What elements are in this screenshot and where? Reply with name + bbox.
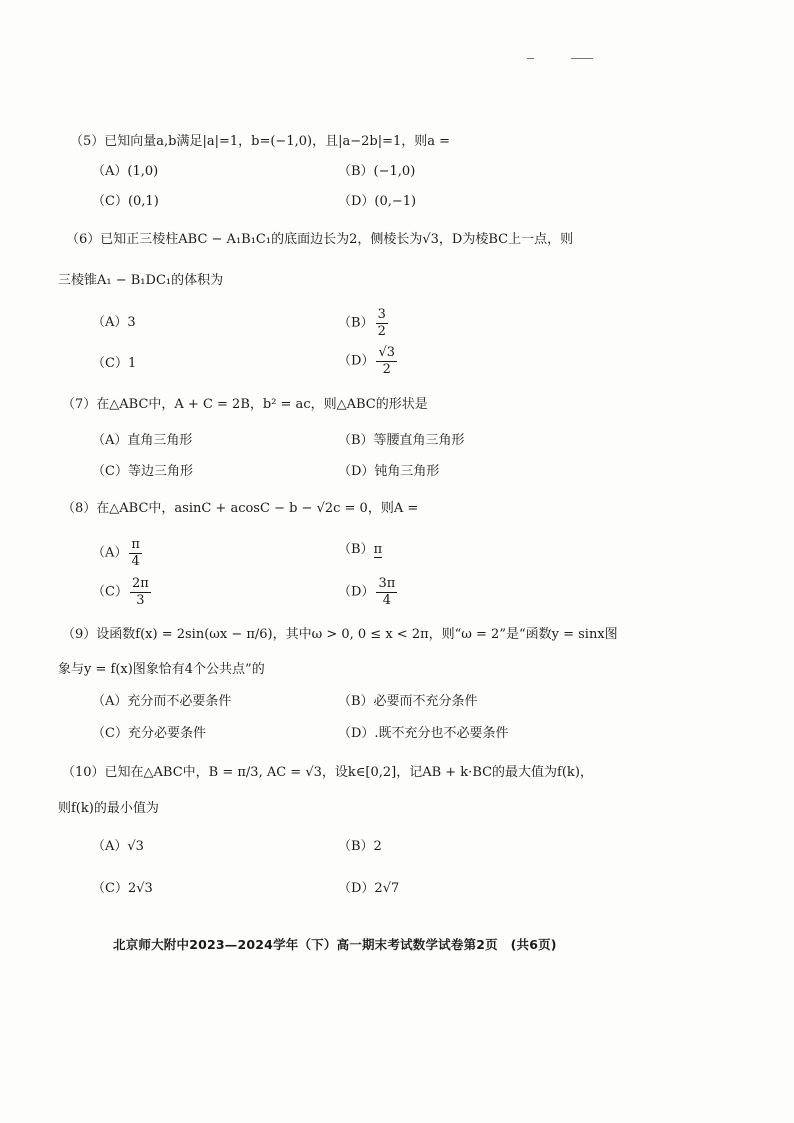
q10-choice-c: （C）2√3 [92,881,153,896]
q8-choice-c [92,577,153,607]
q8-choice-a-fraction [129,538,142,568]
q10-choice-b: （B）2 [338,839,382,854]
q9-choice-b: （B）必要而不充分条件 [338,694,478,709]
q8-choice-a-denominator: 4 [131,553,140,569]
q6-choice-d [338,346,399,376]
q6-stem-line2: 三棱锥A₁ − B₁DC₁的体积为 [58,273,224,288]
q6-choice-b-label: （B） [338,315,374,331]
q6-choice-a: （A）3 [92,315,136,330]
q8-choice-c-denominator: 3 [136,592,145,608]
q8-choice-d-numerator: 3π [378,576,396,591]
q10-choice-a: （A）√3 [92,839,144,854]
q7-stem: （7）在△ABC中，A + C = 2B，b² = ac，则△ABC的形状是 [62,397,428,412]
q8-choice-c-fraction [130,577,151,607]
scan-mark-right [571,58,593,59]
q8-choice-b-value: π [373,542,383,557]
q8-choice-c-numerator: 2π [131,576,149,591]
q5-choice-a: （A）(1,0) [92,164,159,179]
q7-choice-d: （D）钝角三角形 [338,464,440,479]
q8-choice-d [338,577,399,607]
q6-choice-d-fraction [376,346,397,376]
q9-choice-c: （C）充分必要条件 [92,726,206,741]
q9-stem-line1: （9）设函数f(x) = 2sin(ωx − π/6)，其中ω > 0, 0 ≤ x < 2π，则“ω = 2”是“函数y = sinx图 [62,627,618,642]
q8-stem: （8）在△ABC中，asinC + acosC − b − √2c = 0，则A = [62,501,419,516]
q8-choice-b [338,543,382,558]
q9-stem-line2: 象与y = f(x)图象恰有4个公共点”的 [58,662,265,677]
q6-choice-d-denominator: 2 [382,361,391,377]
q9-choice-a: （A）充分而不必要条件 [92,694,232,709]
q7-choice-b: （B）等腰直角三角形 [338,433,465,448]
q10-stem-line2: 则f(k)的最小值为 [58,801,159,816]
q8-choice-d-fraction [376,577,397,607]
q6-stem-line1: （6）已知正三棱柱ABC − A₁B₁C₁的底面边长为2，侧棱长为√3，D为棱BC上一点，则 [66,232,574,247]
q7-choice-a: （A）直角三角形 [92,433,193,448]
q6-choice-c: （C）1 [92,356,137,371]
q5-choice-b: （B）(−1,0) [338,164,416,179]
q6-choice-d-label: （D） [338,353,375,369]
q6-choice-b-denominator: 2 [377,323,386,339]
q8-choice-d-denominator: 4 [382,592,391,608]
q6-choice-b-numerator: 3 [377,307,386,322]
q10-stem-line1: （10）已知在△ABC中，B = π/3, AC = √3，设k∈[0,2]，记AB + k·BC的最大值为f(k)， [62,765,593,780]
q8-choice-a-numerator: π [131,537,140,552]
q5-choice-d: （D）(0,−1) [338,194,417,209]
q8-choice-d-label: （D） [338,584,375,600]
q9-choice-d: （D）.既不充分也不必要条件 [338,726,509,741]
q6-choice-b [338,308,390,338]
q6-choice-d-numerator: √3 [378,345,395,360]
q8-choice-a-label: （A） [92,545,128,561]
q10-choice-d: （D）2√7 [338,881,400,896]
q7-choice-c: （C）等边三角形 [92,464,193,479]
scan-mark-left [527,58,534,59]
q5-stem: （5）已知向量a,b满足|a|=1，b=(−1,0)，且|a−2b|=1，则a = [70,134,451,149]
q8-choice-b-label: （B） [338,542,374,557]
page-footer: 北京师大附中2023—2024学年（下）高一期末考试数学试卷第2页 (共6页) [113,937,557,952]
q6-choice-b-fraction [376,308,388,338]
q5-choice-c: （C）(0,1) [92,194,159,209]
q8-choice-a [92,538,144,568]
q8-choice-c-label: （C） [92,584,128,600]
